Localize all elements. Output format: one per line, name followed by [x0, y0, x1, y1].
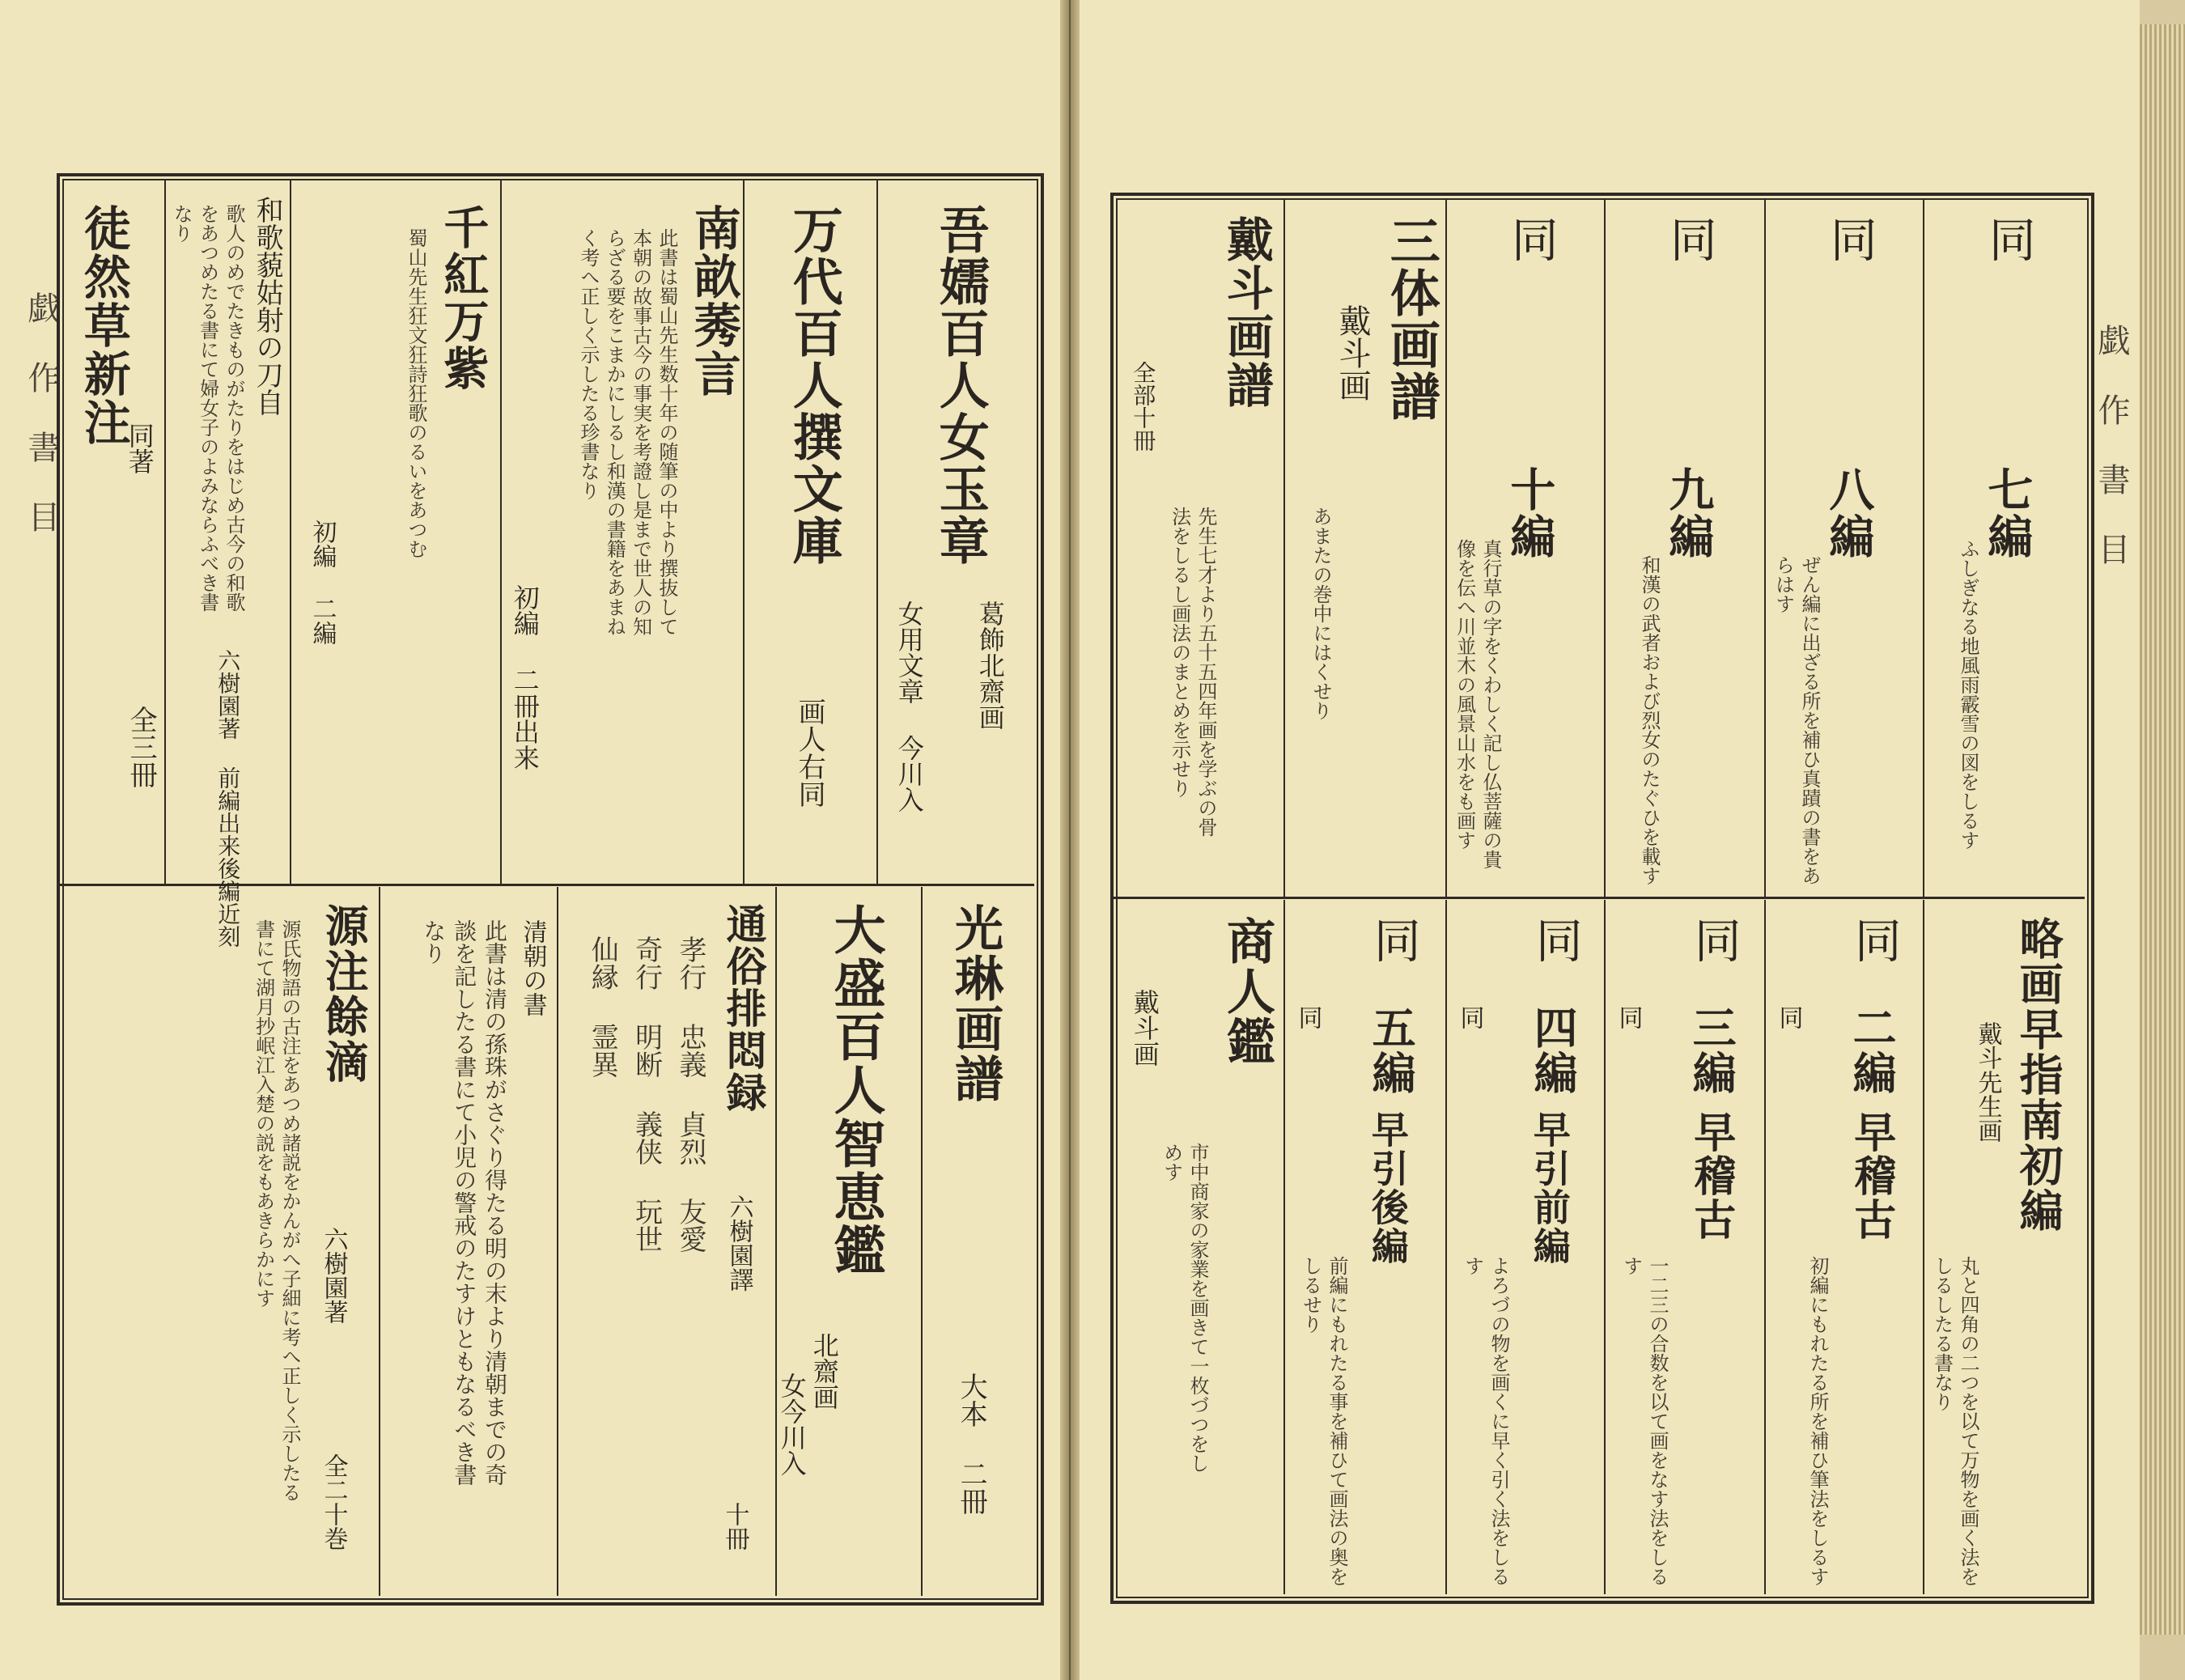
entry-cell: [1114, 900, 1285, 1594]
entry-title: 南畝莠言: [685, 204, 741, 398]
entry-edition: 初編 二編: [308, 520, 337, 645]
right-row-divider: [1114, 897, 2085, 899]
right-margin-label: 戯 作 書 目: [2093, 324, 2130, 565]
entry-description: 初編にもれたる所を補ひ筆法をしるす: [1806, 1256, 1829, 1586]
entry-size: 大本 二冊: [955, 1372, 988, 1515]
entry-edition: 五編: [1365, 1005, 1418, 1096]
entry-title: 和歌藐姑射の刀自: [251, 196, 284, 416]
entry-title: 清朝の書: [518, 919, 547, 1016]
entry-cell: [1606, 900, 1766, 1594]
entry-cell: [1285, 900, 1447, 1594]
entry-volumes: 全二十巻: [319, 1453, 348, 1551]
entry-edition: 十編: [1503, 466, 1557, 560]
entry-description: 市中商家の家業を画きて一枚づつをしめす: [1160, 1143, 1209, 1473]
entry-subtitle: 早稽古: [1686, 1110, 1736, 1241]
entry-description: 前編にもれたる事を補ひて画法の奥をしるせり: [1299, 1256, 1348, 1586]
entry-title: 略画早指南初編: [2013, 916, 2065, 1233]
entry-description: 先生七才より五十五四年画を学ぶの骨法をしるし画法のまとめを示せり: [1168, 507, 1217, 837]
entry-cell: [923, 887, 1034, 1596]
entry-author: 戴斗先生画: [1973, 1021, 2002, 1143]
entry-title: 大盛百人智恵鑑: [825, 903, 886, 1277]
entry-details: 女今川入: [776, 1372, 808, 1476]
entry-description: あまたの巻中にはくせり: [1309, 507, 1332, 720]
entry-subtitle: 早稽古: [1846, 1110, 1896, 1241]
entry-author: 戴斗画: [1129, 989, 1160, 1067]
entry-cell: [745, 180, 878, 884]
entry-description: 歌人のめでたきものがたりをはじめ古今の和歌をあつめたる書にて婦女子のよみならふべき書なり: [170, 204, 245, 612]
entry-translator: 六樹園譯: [724, 1194, 753, 1292]
entry-details: 女用文章 今川入: [893, 600, 925, 812]
entry-cell: [1447, 900, 1606, 1594]
entry-cell: [1114, 199, 1285, 897]
entry-prefix: 同: [1774, 1005, 1803, 1029]
entry-edition: 九編: [1661, 466, 1716, 560]
entry-author: 同著: [124, 422, 155, 474]
left-row-divider: [60, 884, 1034, 886]
entry-description: 源氏物語の古注をあつめ諸説をかんがへ子細に考へ正しく示したる書にて湖月抄岷江入楚の説をもあきらかにす: [252, 919, 301, 1502]
entry-author: 葛飾北齋画: [974, 600, 1006, 730]
book-gutter: [1060, 0, 1080, 1680]
entry-description: 此書は清の孫珠がさぐり得たる明の末より清朝までの奇談を記したる書にて小児の警戒のたすけともなるべき書なり: [420, 919, 508, 1486]
entry-title: 光琳画譜: [947, 903, 1003, 1104]
entry-cell: [558, 887, 777, 1596]
entry-title: 商人鑑: [1219, 916, 1275, 1067]
entry-cell: [380, 887, 558, 1596]
entry-author: 戴斗画: [1334, 304, 1371, 401]
entry-author: 北齋画: [808, 1332, 840, 1410]
entry-title: 万代百人撰文庫: [784, 204, 844, 566]
entry-author: 六樹園著 前編出来後編近刻: [214, 649, 242, 948]
entry-cell: [1924, 900, 2085, 1594]
left-margin-label: 戯 作 書 目: [23, 291, 60, 532]
entry-title: 同: [1980, 215, 2036, 262]
entry-author: 画人右同: [793, 698, 826, 808]
entry-cell: [1766, 199, 1924, 897]
entry-title: 通俗排悶録: [719, 903, 768, 1114]
entry-description: ふしぎなる地風雨霰雪の図をしるす: [1957, 539, 1979, 850]
entry-author: 六樹園著: [319, 1227, 348, 1324]
entry-edition: 八編: [1822, 466, 1876, 560]
entry-description: よろづの物を画くに早く引く法をしるす: [1461, 1256, 1510, 1586]
entry-title: 同: [1365, 916, 1421, 963]
entry-title: 同: [1503, 215, 1559, 262]
entry-description: 一二三の合数を以て画をなす法をしるす: [1619, 1256, 1669, 1586]
entry-title: 吾嬬百人女玉章: [931, 204, 991, 566]
entry-cell: [1606, 199, 1766, 897]
entry-description: ぜん編に出ざる所を補ひ真蹟の書をあらはす: [1771, 555, 1821, 885]
entry-subtitle: 早引前編: [1527, 1110, 1572, 1266]
entry-cell: [777, 887, 923, 1596]
entry-title: 千紅万紫: [436, 204, 490, 392]
entry-title: 同: [1661, 215, 1717, 262]
entry-edition: 七編: [1980, 466, 2034, 560]
entry-description: 真行草の字をくわしく記し仏菩薩の貴像を伝へ川並木の風景山水をも画す: [1453, 539, 1502, 869]
entry-title: 戴斗画譜: [1218, 215, 1274, 409]
entry-title: 源注餘滴: [318, 903, 371, 1084]
entry-edition: 初編 二冊出来: [509, 584, 541, 770]
entry-cell: [1285, 199, 1447, 897]
entry-volumes: 十冊: [720, 1502, 749, 1551]
entry-virtues: 孝行 忠義 貞烈 友愛 奇行 明断 義侠 玩世 仙縁 霊異: [586, 935, 706, 1253]
entry-cell: [1924, 199, 2085, 897]
entry-cell: [502, 180, 745, 884]
entry-title: 同: [1686, 916, 1742, 963]
entry-edition: 三編: [1686, 1005, 1738, 1096]
entry-volumes: 全三冊: [125, 706, 158, 788]
entry-description: 丸と四角の二つを以て万物を画く法をしるしたる書なり: [1930, 1256, 1979, 1586]
entry-cell: [60, 180, 166, 884]
entry-prefix: 同: [1614, 1005, 1643, 1029]
entry-description: 此書は蜀山先生数十年の随筆の中より撰抜して本朝の故事古今の事実を考證し是まで世人の知らざる要をこまかにしるし和漢の書籍をあまねく考へ正しく示したる珍書なり: [576, 228, 678, 636]
entry-prefix: 同: [1293, 1005, 1322, 1029]
entry-description: 和漢の武者および烈女のたぐひを載す: [1638, 555, 1661, 885]
entry-title: 徒然草新注: [75, 204, 131, 447]
entry-cell: [166, 180, 291, 948]
entry-cell: [878, 180, 1034, 884]
entry-cell: [291, 180, 502, 884]
entry-cell: [1447, 199, 1606, 897]
entry-edition: 四編: [1527, 1005, 1580, 1096]
entry-title: 同: [1822, 215, 1877, 262]
entry-subtitle: 早引後編: [1365, 1110, 1410, 1266]
entry-edition: 二編: [1846, 1005, 1899, 1096]
entry-cell: [1766, 900, 1924, 1594]
entry-prefix: 同: [1455, 1005, 1484, 1029]
entry-cell: [60, 887, 380, 1596]
entry-title: 同: [1527, 916, 1583, 963]
entry-description: 蜀山先生狂文狂詩狂歌のるいをあつむ: [405, 228, 427, 558]
entry-title: 三体画譜: [1381, 215, 1441, 422]
page-edges: [2140, 24, 2185, 1635]
entry-volumes: 全部十冊: [1130, 361, 1157, 452]
entry-title: 同: [1846, 916, 1902, 963]
